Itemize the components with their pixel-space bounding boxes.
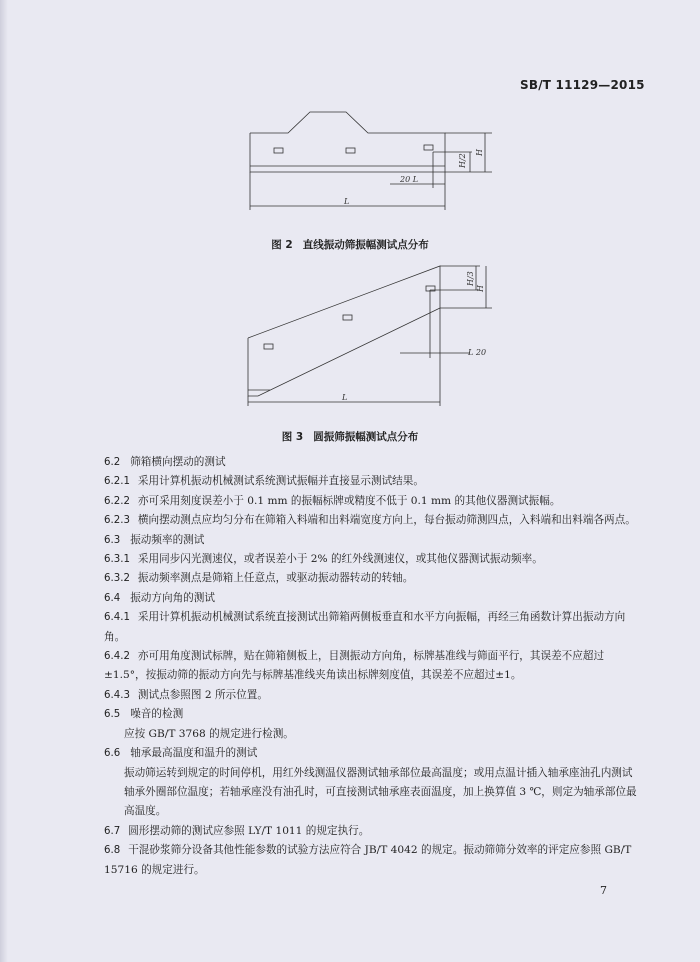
figure-2-caption (0, 237, 700, 252)
fig2-label-h: H (475, 149, 484, 156)
fig2-label-l: L (344, 197, 350, 206)
section-6-3-heading: 6.3 振动频率的测试 (104, 533, 205, 546)
standard-code: SB/T 11129—2015 (520, 78, 645, 92)
figure-2-number: 图 2 (271, 239, 293, 251)
body-text (104, 453, 640, 880)
section-6-4-heading: 6.4 振动方向角的测试 (104, 591, 215, 604)
fig2-label-h2: H/2 (458, 153, 467, 168)
figure-3-diagram (240, 258, 500, 408)
page-number: 7 (600, 884, 607, 897)
clause-6-4-1: 6.4.1 采用计算机振动机械测试系统直接测试出筛箱两侧板垂直和水平方向振幅，再经三角函数计算出振动方向角。 (104, 611, 626, 643)
clause-6-3-2: 6.3.2 振动频率测点是筛箱上任意点，或驱动振动器转动的转轴。 (104, 572, 414, 585)
clause-6-6-text: 振动筛运转到规定的时间停机，用红外线测温仪器测试轴承部位最高温度；或用点温计插入轴承座油孔内测试轴承外圈部位温度；若轴承座没有油孔时，可直接测试轴承座表面温度，加上换算值 3 ℃，则定为轴承部位最高温度。 (124, 766, 637, 818)
fig3-label-l: L (342, 393, 348, 402)
section-6-5-heading: 6.5 噪音的检测 (104, 708, 184, 721)
fig2-label-20l: 20 L (400, 175, 419, 184)
figure-3-number: 图 3 (281, 431, 304, 443)
figure-2-title: 直线振动筛振幅测试点分布 (302, 239, 429, 251)
section-6-2-heading: 6.2 筛箱横向摆动的测试 (104, 456, 226, 468)
clause-6-2-3: 6.2.3 横向摆动测点应均匀分布在筛箱入料端和出料端宽度方向上，每台振动筛测四点，入料端和出料端各两点。 (104, 514, 636, 527)
fig3-label-l20: L 20 (468, 348, 487, 357)
clause-6-2-2: 6.2.2 亦可采用刻度误差小于 0.1 mm 的振幅标牌或精度不低于 0.1 mm 的其他仪器测试振幅。 (104, 494, 561, 507)
clause-6-5-text: 应按 GB/T 3768 的规定进行检测。 (124, 727, 294, 740)
clause-6-8: 6.8 干混砂浆筛分设备其他性能参数的试验方法应符合 JB/T 4042 的规定。振动筛筛分效率的评定应参照 GB/T 15716 的规定进行。 (104, 844, 632, 876)
section-6-6-heading: 6.6 轴承最高温度和温升的测试 (104, 747, 258, 760)
clause-6-3-1: 6.3.1 采用同步闪光测速仪，或者误差小于 2% 的红外线测速仪，或其他仪器测试振动频率。 (104, 553, 543, 566)
clause-6-2-1: 6.2.1 采用计算机振动机械测试系统测试振幅并直接显示测试结果。 (104, 475, 424, 488)
figure-2-diagram (240, 100, 500, 220)
clause-6-4-2: 6.4.2 亦可用角度测试标牌，贴在筛箱侧板上，目测振动方向角，标牌基准线与筛面平行，其误差不应超过±1.5°，按振动筛的振动方向先与标牌基准线夹角读出标牌刻度值，其误差不应超过±1。 (104, 650, 605, 682)
fig3-label-h3: H/3 (466, 271, 475, 286)
fig3-label-h: H (476, 285, 485, 292)
clause-6-7: 6.7 圆形摆动筛的测试应参照 LY/T 1011 的规定执行。 (104, 824, 370, 837)
page-edge (0, 0, 8, 962)
figure-3-title: 圆振筛振幅测试点分布 (313, 431, 419, 443)
figure-3-caption (0, 429, 700, 444)
clause-6-4-3: 6.4.3 测试点参照图 2 所示位置。 (104, 688, 268, 701)
